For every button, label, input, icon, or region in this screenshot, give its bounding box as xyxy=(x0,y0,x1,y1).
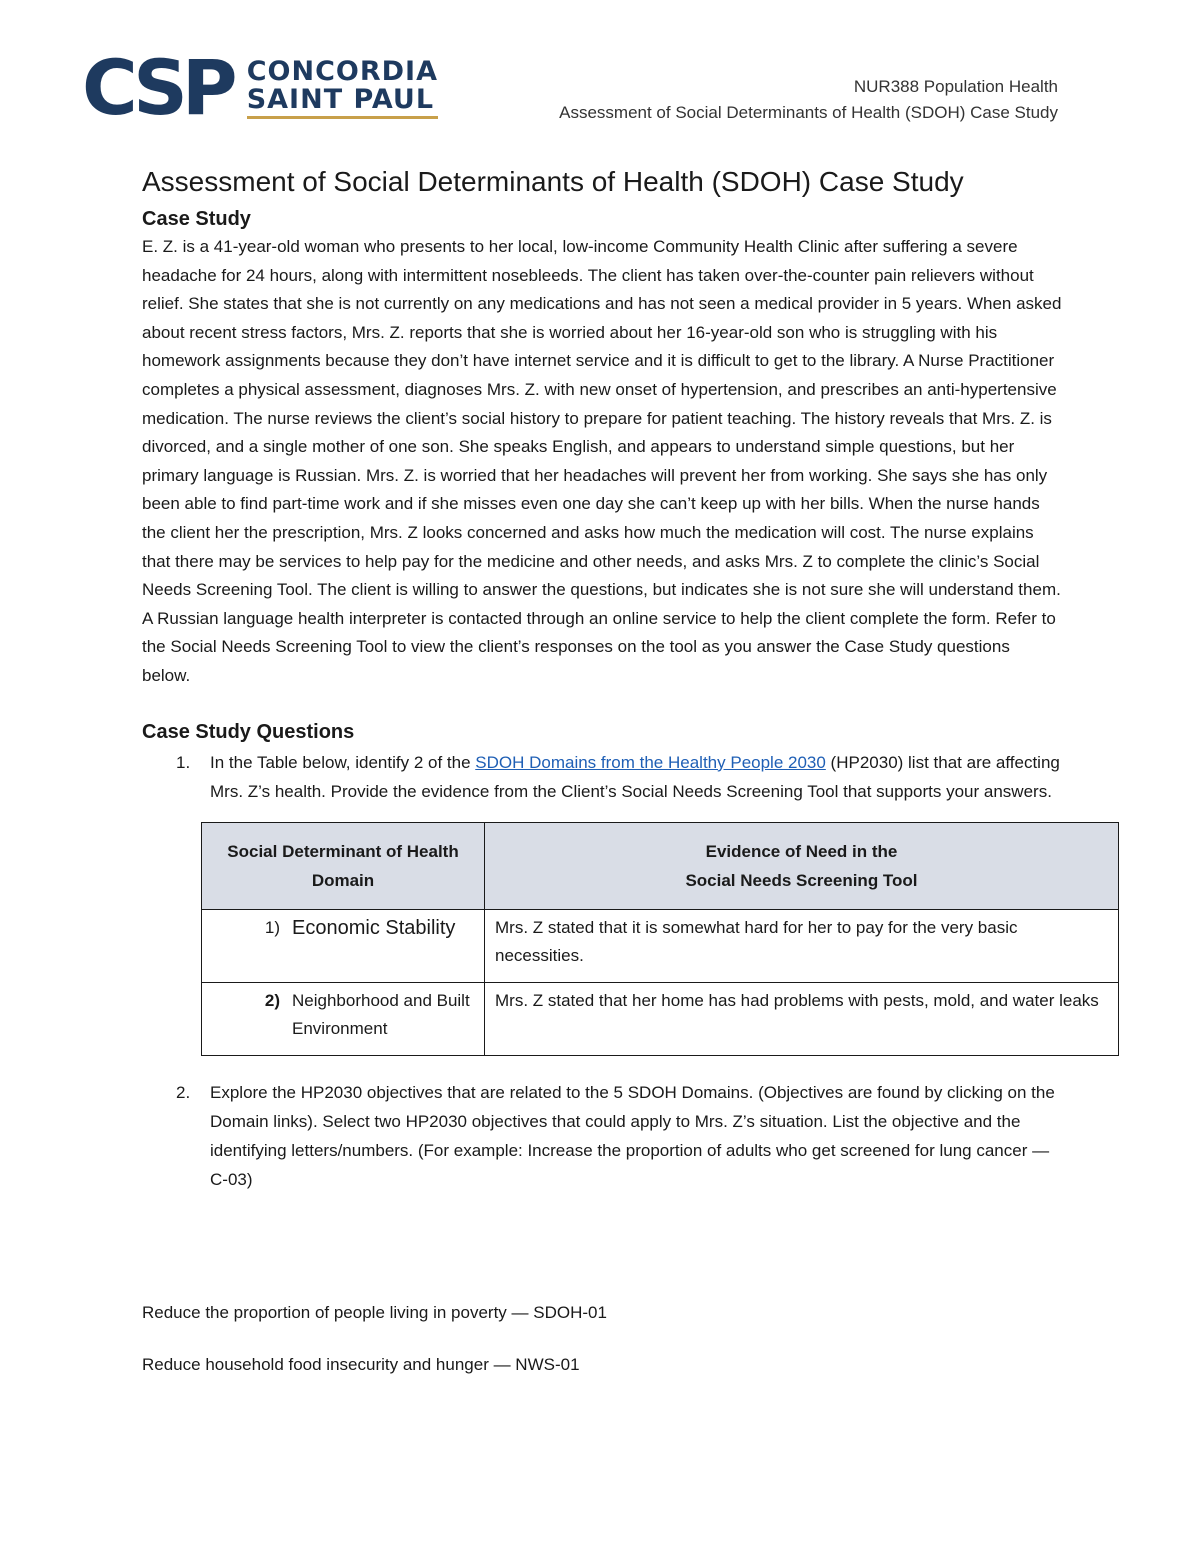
sdoh-table xyxy=(201,822,1119,1056)
answer-1: Reduce the proportion of people living in poverty — SDOH-01 xyxy=(142,1303,607,1322)
page-title: Assessment of Social Determinants of Health (SDOH) Case Study xyxy=(142,166,964,197)
question-1-number: 1. xyxy=(176,752,191,772)
hp2030-sdoh-link[interactable]: SDOH Domains from the Healthy People 2030 xyxy=(475,752,826,772)
answers xyxy=(142,1299,1062,1379)
logo-line-2: SAINT PAUL xyxy=(246,83,435,115)
questions-heading: Case Study Questions xyxy=(142,720,355,743)
question-1-text xyxy=(210,748,1060,806)
csp-logo-mark: CSP xyxy=(82,43,232,132)
row-number: 1) xyxy=(264,917,280,937)
question-1-pre: In the Table below, identify 2 of the xyxy=(210,752,476,772)
logo-line-1: CONCORDIA xyxy=(246,55,438,87)
question-2-number: 2. xyxy=(176,1082,191,1102)
evidence-cell: Mrs. Z stated that it is somewhat hard for her to pay for the very basic necessities. xyxy=(485,909,1119,982)
document-body xyxy=(142,162,1099,1194)
col-header-domain: Social Determinant of Health Domain xyxy=(202,822,485,909)
case-study-text: E. Z. is a 41-year-old woman who presents to her local, low-income Community Health Clinic after suffering a severe headache for 24 hours, along with intermittent nosebleeds. The client has taken over-the-counter pain relievers without relief. She states that she is not currently on any medications and has not seen a medical provider in 5 years. When asked about recent stress factors, Mrs. Z. reports that she is worried about her 16-year-old son who is struggling with his homework assignments because they don’t have internet service and it is difficult to get to the library. A Nurse Practitioner completes a physical assessment, diagnoses Mrs. Z. with new onset of hypertension, and prescribes an anti-hypertensive medication. The nurse reviews the client’s social history to prepare for patient teaching. The history reveals that Mrs. Z. is divorced, and a single mother of one son. She speaks English, and appears to understand simple questions, but her primary language is Russian. Mrs. Z. is worried that her headaches will prevent her from working. She says she has only been able to find part-time work and if she misses even one day she can’t keep up with her bills. When the nurse hands the client her the prescription, Mrs. Z looks concerned and asks how much the medication will cost. The nurse explains that there may be services to help pay for the medicine and other needs, and asks Mrs. Z to complete the clinic’s Social Needs Screening Tool. The client is willing to answer the questions, but indicates she is not sure she will understand them. A Russian language health interpreter is contacted through an online service to help the client complete the form. Refer to the Social Needs Screening Tool to view the client’s responses on the tool as you answer the Case Study questions below. xyxy=(142,237,1062,685)
row-number: 2) xyxy=(264,990,280,1010)
table-row xyxy=(202,909,1119,982)
course-name: NUR388 Population Health xyxy=(853,77,1058,96)
evidence-cell: Mrs. Z stated that her home has had problems with pests, mold, and water leaks xyxy=(485,982,1119,1055)
col-header-evidence-line2: Social Needs Screening Tool xyxy=(685,870,918,890)
case-study-questions xyxy=(142,720,1099,1194)
domain-cell xyxy=(202,982,485,1055)
answer-2: Reduce household food insecurity and hunger — NWS-01 xyxy=(142,1355,580,1374)
col-header-evidence-line1: Evidence of Need in the xyxy=(705,841,898,861)
table-row xyxy=(202,982,1119,1055)
table-header-row xyxy=(202,822,1119,909)
case-study-heading: Case Study xyxy=(142,208,251,230)
domain-name: Neighborhood and Built Environment xyxy=(292,990,470,1038)
domain-cell xyxy=(202,909,485,982)
header-doc-title: Assessment of Social Determinants of Health (SDOH) Case Study xyxy=(559,103,1058,122)
logo-wordmark xyxy=(246,55,438,119)
question-2 xyxy=(142,1078,1062,1194)
question-1 xyxy=(142,748,1062,806)
domain-name: Economic Stability xyxy=(292,916,456,939)
concordia-logo xyxy=(82,43,438,132)
question-2-text: Explore the HP2030 objectives that are related to the 5 SDOH Domains. (Objectives are found by clicking on the Domain links). Select two HP2030 objectives that could apply to Mrs. Z’s situation. List the objective and the identifying letters/numbers. (For example: Increase the proportion of adults who get screened for lung cancer — C-03) xyxy=(210,1082,1055,1189)
question-1-post: (HP2030) list that are affecting Mrs. Z’s health. Provide the evidence from the Client’s Social Needs Screening Tool that supports your answers. xyxy=(210,752,1060,801)
page-header xyxy=(559,74,1058,126)
col-header-evidence xyxy=(485,822,1119,909)
